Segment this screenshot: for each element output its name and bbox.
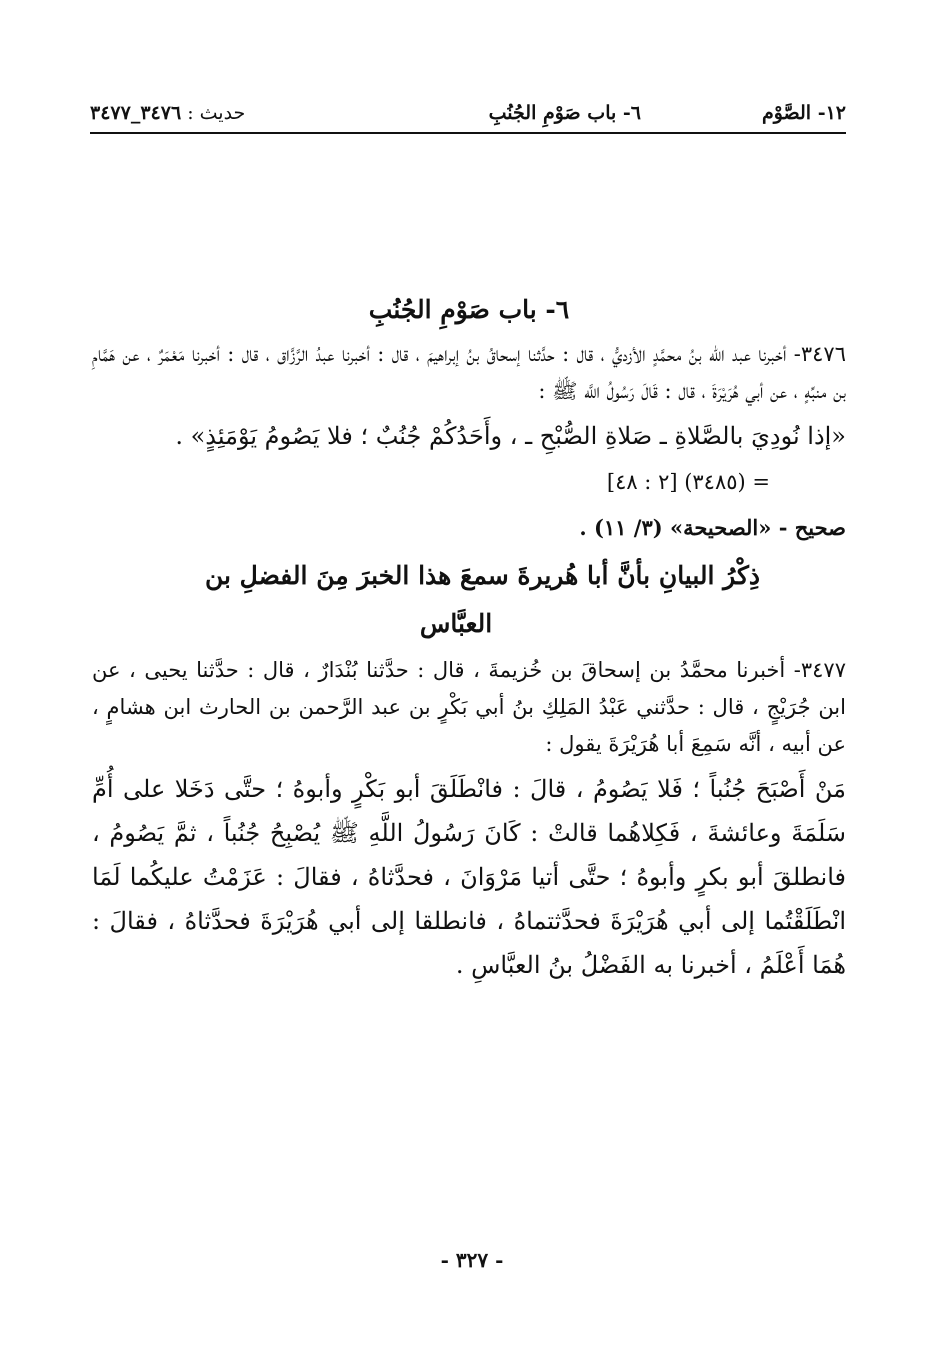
- section-heading: [92, 552, 846, 648]
- cross-reference: = (٣٤٨٥) [٢ : ٤٨]: [606, 470, 770, 494]
- hadith-3476: [92, 336, 846, 546]
- header-book-title: ١٢- الصَّوْم: [761, 102, 846, 124]
- header-hadith-label: حديث :: [187, 102, 246, 124]
- section-heading-line2: العبَّاس: [419, 609, 493, 638]
- page-number: - ٣٢٧ -: [440, 1248, 504, 1272]
- running-header: [90, 100, 846, 134]
- header-chapter-title: ٦- باب صَوْمِ الجُنُبِ: [488, 102, 641, 124]
- header-hadith-range: [90, 102, 245, 124]
- hadith-isnad: ٣٤٧٧- أخبرنا محمَّدُ بن إسحاقَ بن خُزيمةَ ، قال : حدَّثنا بُنْدَارٌ ، قال : حدَّثنا يحيى ، عن ابن جُرَيْجٍ ، قال : حدَّثني عَبْدُ المَلِكِ بنُ أبي بَكْرٍ بن عبد الرَّحمن بن الحارث ابن هشامٍ ، عن أبيه ، أنَّه سَمِعَ أبا هُرَيْرَةَ يقول :: [92, 658, 846, 756]
- hadith-matn: مَنْ أَصْبَحَ جُنُباً ؛ فَلا يَصُومُ ، قالَ : فانْطَلَقَ أبو بَكْرٍ وأبوهُ ؛ حتَّى دَخَلا على أُمِّ سَلَمَةَ وعائشةَ ، فَكِلاهُما قالتْ : كَانَ رَسُولُ اللَّهِ ﷺ يُصْبِحُ جُنُباً ، ثمَّ يَصُومُ ، فانطلقَ أبو بكرٍ وأبوهُ ؛ حتَّى أتيا مَرْوَانَ ، فحدَّثاهُ ، فقالَ : عَزَمْتُ عليكُما لَمَا انْطَلَقْتُما إلى أبي هُرَيْرَةَ فحدَّثتماهُ ، فانطلقا إلى أبي هُرَيْرَةَ فحدَّثاهُ ، فقالَ : هُمَا أَعْلَمُ ، أخبرنا به الفَضْلُ بنُ العبَّاسِ .: [92, 775, 846, 979]
- hadith-grade: صحيح - «الصحيحة» (٣/ ١١) .: [579, 515, 846, 540]
- hadith-isnad: ٣٤٧٦- أخبرنا عبد اللّه بنُ محمَّدٍ الأزديُّ ، قال : حدَّثنا إسحاقُ بنُ إبراهيمَ ، قال : أخبرنا عبدُ الرَّزَّاق ، قال : أخبرنا مَعْمَرٌ ، عن هَمَّامِ بن منبِّهٍ ، عن أبي هُرَيْرَةَ ، قال : قَالَ رَسُولُ اللَّه ﷺ :: [92, 342, 846, 403]
- section-heading-line1: ذِكْرُ البيانِ بأنَّ أبا هُريرةَ سمعَ هذا الخبرَ مِنَ الفضلِ بن: [204, 561, 760, 590]
- chapter-heading: ٦- باب صَوْمِ الجُنُبِ: [368, 295, 570, 324]
- page-body: [92, 288, 846, 987]
- hadith-3477: [92, 652, 846, 987]
- header-hadith-numbers: ٣٤٧٦_٣٤٧٧: [90, 102, 182, 124]
- hadith-matn: «إذا نُودِيَ بالصَّلاةِ ـ صَلاةِ الصُّبْحِ ـ ، وأَحَدُكُمْ جُنُبٌ ؛ فلا يَصُومُ يَوْمَئِذٍ» .: [175, 422, 846, 450]
